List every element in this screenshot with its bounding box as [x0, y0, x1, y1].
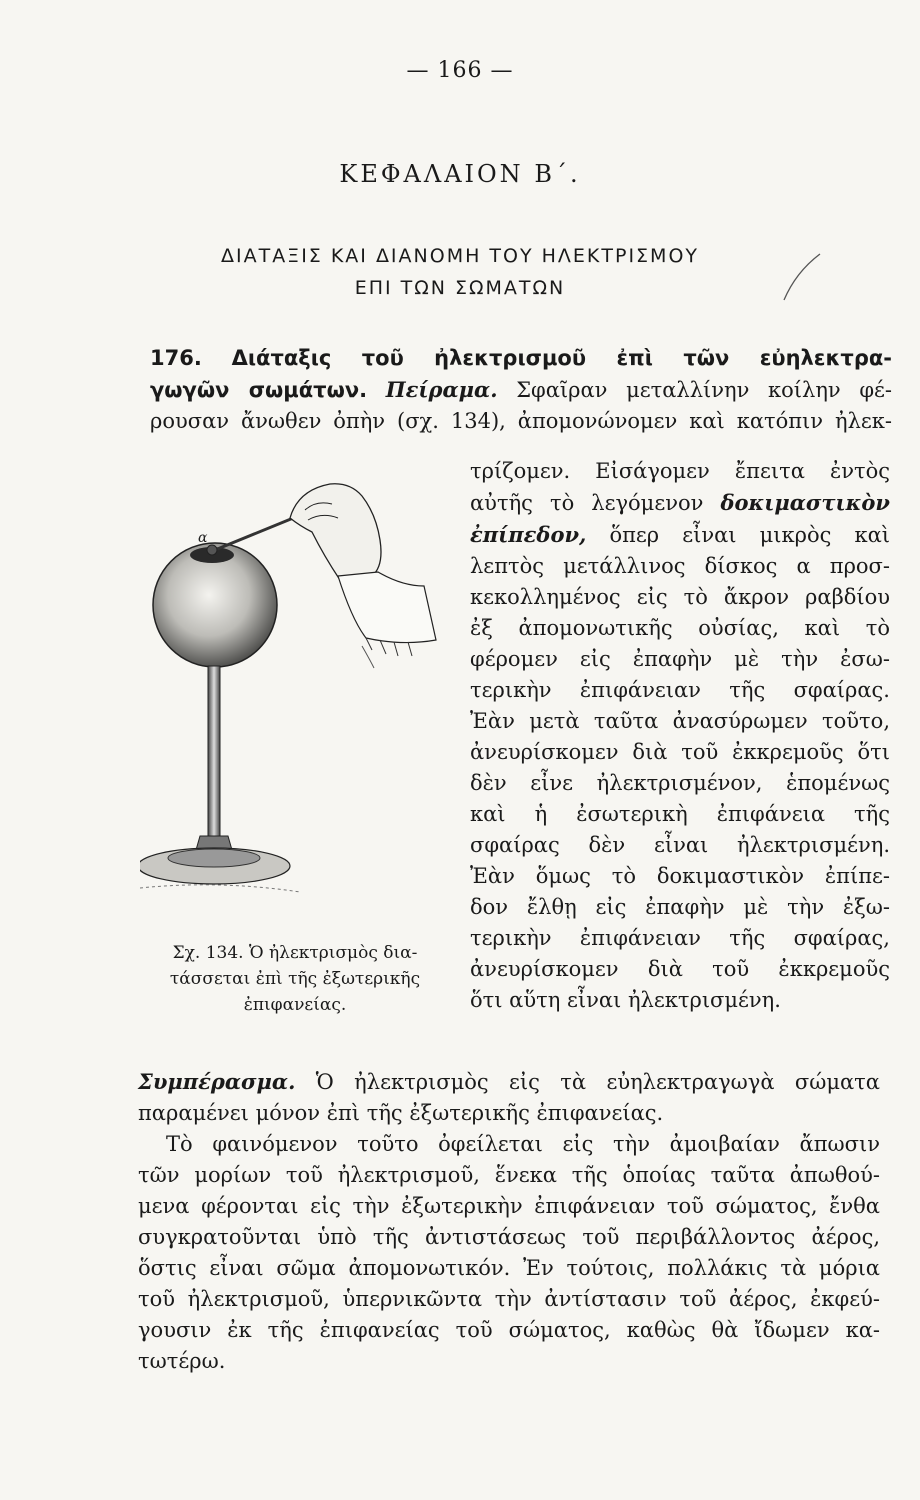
text-run: Σφαῖραν μεταλλίνην κοίλην φέ- [516, 378, 893, 402]
text-line: Τὸ φαινόμενον τοῦτο ὀφείλεται εἰς τὴν ἀμοιβαίαν ἄπωσιν [166, 1132, 880, 1156]
text-line: φέρομεν εἰς ἐπαφὴν μὲ τὴν ἐσω- [470, 647, 890, 671]
text-line: τρίζομεν. Εἰσάγομεν ἔπειτα ἐντὸς [470, 459, 890, 483]
figure-caption [150, 940, 440, 1018]
text-run: αὐτῆς τὸ λεγόμενον [470, 491, 704, 515]
chapter-title: ΚΕΦΑΛΑΙΟΝ Β΄. [339, 160, 581, 188]
text-line: μενα φέρονται εἰς τὴν ἐξωτερικὴν ἐπιφάνειαν τοῦ σώματος, ἔνθα [138, 1194, 880, 1218]
conclusion-and-explanation [138, 1066, 880, 1377]
text-line: Ἐὰν μετὰ ταῦτα ἀνασύρωμεν τοῦτο, [470, 709, 890, 733]
page-number: — 166 — [406, 58, 514, 83]
text-line: τωτέρω. [138, 1349, 226, 1373]
text-line: καὶ ἡ ἐσωτερικὴ ἐπιφάνεια τῆς [470, 802, 890, 826]
text-line: τερικὴν ἐπιφάνειαν τῆς σφαίρας. [470, 678, 890, 702]
text-line: συγκρατοῦνται ὑπὸ τῆς ἀντιστάσεως τοῦ περιβάλλοντος ἀέρος, [138, 1225, 880, 1249]
text-line: ἀνευρίσκομεν διὰ τοῦ ἐκκρεμοῦς ὅτι [470, 740, 890, 764]
figure-134-sphere-experiment [140, 470, 450, 930]
paragraph-176 [150, 343, 892, 437]
label-alpha: α [198, 530, 208, 546]
text-run: Ὁ ἠλεκτρισμὸς εἰς τὰ εὐηλεκτραγωγὰ σώματα [315, 1070, 880, 1094]
right-column-text [470, 456, 890, 1016]
heading-line [150, 343, 892, 374]
heading-line-2 [150, 374, 892, 406]
text-line: δὲν εἶνε ἠλεκτρισμένον, ἑπομένως [470, 771, 890, 795]
text-line: Ἐὰν ὅμως τὸ δοκιμαστικὸν ἐπίπε- [470, 864, 890, 888]
text-line: δον ἔλθῃ εἰς ἐπαφὴν μὲ τὴν ἐξω- [470, 895, 890, 919]
text-line: ὅτι αὕτη εἶναι ἠλεκτρισμένη. [470, 988, 781, 1012]
text-line: παραμένει μόνον ἐπὶ τῆς ἐξωτερικῆς ἐπιφανείας. [138, 1101, 664, 1125]
subtitle-line: ΕΠΙ ΤΩΝ ΣΩΜΑΤΩΝ [354, 277, 566, 299]
test-plane-disk [207, 545, 217, 555]
caption-line: ἐπιφανείας. [243, 995, 347, 1015]
caption-line: Σχ. 134. Ὁ ἠλεκτρισμὸς δια- [172, 943, 418, 963]
conclusion-label: Συμπέρασμα. [138, 1069, 296, 1094]
text-line [138, 1066, 880, 1098]
text-line: τερικὴν ἐπιφάνειαν τῆς σφαίρας, [470, 926, 890, 950]
text-line: σφαίρας δὲν εἶναι ἠλεκτρισμένη. [470, 833, 890, 857]
text-line: ρουσαν ἄνωθεν ὀπὴν (σχ. 134), ἀπομονώνομεν καὶ κατόπιν ἠλεκ- [150, 409, 892, 433]
text-run: ὅπερ εἶναι μικρὸς καὶ [609, 523, 890, 547]
term-test-plane: δοκιμαστικὸν [720, 490, 890, 515]
caption-line: τάσσεται ἐπὶ τῆς ἐξωτερικῆς [169, 969, 421, 989]
insulating-stand [208, 666, 220, 836]
text-line: τῶν μορίων τοῦ ἠλεκτρισμοῦ, ἕνεκα τῆς ὁποίας ταῦτα ἀπωθού- [138, 1163, 880, 1187]
text-line [470, 487, 890, 519]
subtitle-line: ΔΙΑΤΑΞΙΣ ΚΑΙ ΔΙΑΝΟΜΗ ΤΟΥ ΗΛΕΚΤΡΙΣΜΟΥ [220, 245, 700, 267]
section-heading: Διάταξις τοῦ ἠλεκτρισμοῦ ἐπὶ τῶν εὐηλεκτρα- [231, 346, 892, 370]
term-test-plane-cont: ἐπίπεδον, [470, 522, 587, 547]
text-line: ἐξ ἀπομονωτικῆς οὐσίας, καὶ τὸ [470, 616, 890, 640]
text-line: ὅστις εἶναι σῶμα ἀπομονωτικόν. Ἐν τούτοις, πολλάκις τὰ μόρια [138, 1256, 880, 1280]
text-line: ἀνευρίσκομεν διὰ τοῦ ἐκκρεμοῦς [470, 957, 890, 981]
section-heading-cont: γωγῶν σωμάτων. [150, 378, 368, 402]
pen-mark [782, 252, 822, 302]
experiment-label: Πείραμα. [385, 377, 498, 402]
text-line: λεπτὸς μετάλλινος δίσκος α προσ- [470, 554, 890, 578]
hand [290, 484, 381, 580]
text-line: τοῦ ἠλεκτρισμοῦ, ὑπερνικῶντα τὴν ἀντίστασιν τοῦ ἀέρος, ἐκφεύ- [138, 1287, 880, 1311]
text-line [470, 519, 890, 551]
section-number: 176. [150, 346, 202, 370]
sleeve-cuff [338, 572, 436, 643]
text-line: κεκολλημένος εἰς τὸ ἄκρον ραβδίου [470, 585, 890, 609]
text-line: γουσιν ἐκ τῆς ἐπιφανείας τοῦ σώματος, καθὼς θὰ ἴδωμεν κα- [138, 1318, 880, 1342]
